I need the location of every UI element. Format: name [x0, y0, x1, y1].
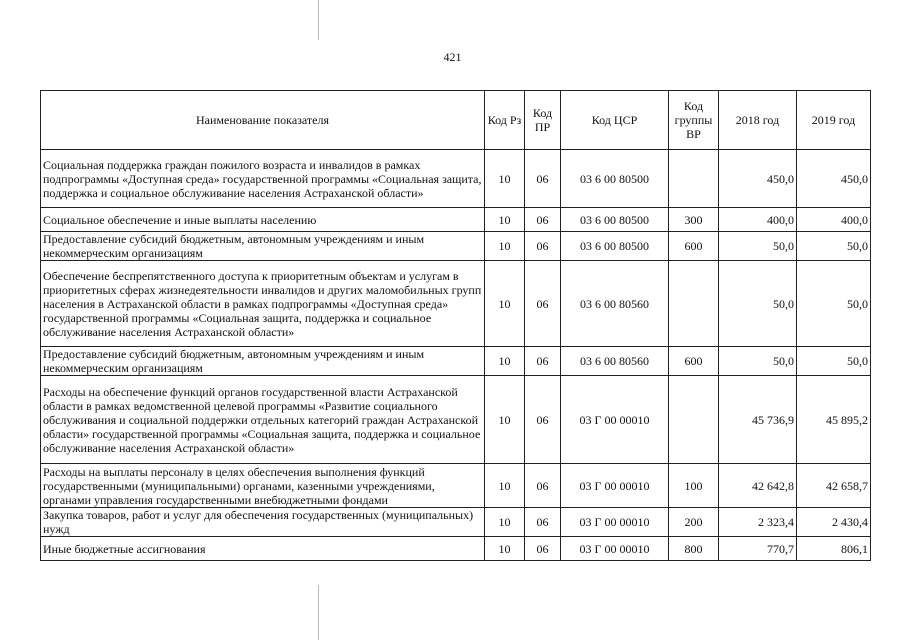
row-code-csr: 03 Г 00 00010	[561, 464, 669, 508]
row-name: Социальная поддержка граждан пожилого возраста и инвалидов в рамках подпрограммы «Доступная среда» государственной программы «Социальная защита, поддержка и социальное обслуживание населения Астраханской области»	[41, 150, 485, 208]
row-name: Закупка товаров, работ и услуг для обеспечения государственных (муниципальных) нужд	[41, 508, 485, 537]
row-code-rz: 10	[485, 464, 525, 508]
row-code-rz: 10	[485, 508, 525, 537]
row-amount-2019: 50,0	[797, 261, 871, 347]
row-code-vr: 600	[669, 232, 719, 261]
row-code-csr: 03 Г 00 00010	[561, 376, 669, 464]
row-amount-2018: 50,0	[719, 261, 797, 347]
row-code-pr: 06	[525, 232, 561, 261]
row-amount-2019: 42 658,7	[797, 464, 871, 508]
row-amount-2019: 400,0	[797, 208, 871, 232]
row-code-rz: 10	[485, 261, 525, 347]
row-name: Предоставление субсидий бюджетным, автономным учреждениям и иным некоммерческим организациям	[41, 232, 485, 261]
row-code-csr: 03 6 00 80560	[561, 261, 669, 347]
table-row	[41, 208, 871, 232]
header-code-pr: Код ПР	[525, 91, 561, 150]
header-name: Наименование показателя	[41, 91, 485, 150]
table-row	[41, 232, 871, 261]
header-code-vr: Код группы ВР	[669, 91, 719, 150]
header-year-2018: 2018 год	[719, 91, 797, 150]
row-code-rz: 10	[485, 232, 525, 261]
row-amount-2018: 45 736,9	[719, 376, 797, 464]
row-code-vr: 100	[669, 464, 719, 508]
row-code-pr: 06	[525, 208, 561, 232]
row-code-rz: 10	[485, 376, 525, 464]
row-code-pr: 06	[525, 347, 561, 376]
row-amount-2018: 2 323,4	[719, 508, 797, 537]
row-code-vr	[669, 376, 719, 464]
row-code-pr: 06	[525, 376, 561, 464]
table-row	[41, 508, 871, 537]
row-amount-2018: 42 642,8	[719, 464, 797, 508]
row-name: Расходы на выплаты персоналу в целях обеспечения выполнения функций государственными (муниципальными) органами, казенными учреждениями, органами управления государственными внебюджетными фондами	[41, 464, 485, 508]
row-code-vr: 300	[669, 208, 719, 232]
row-code-pr: 06	[525, 261, 561, 347]
row-code-rz: 10	[485, 150, 525, 208]
row-amount-2019: 450,0	[797, 150, 871, 208]
row-code-vr	[669, 150, 719, 208]
row-code-pr: 06	[525, 150, 561, 208]
row-amount-2019: 50,0	[797, 232, 871, 261]
row-amount-2018: 50,0	[719, 232, 797, 261]
row-amount-2019: 50,0	[797, 347, 871, 376]
row-code-vr	[669, 261, 719, 347]
scan-fold-line-top	[318, 0, 319, 40]
table-body	[41, 150, 871, 561]
row-amount-2019: 45 895,2	[797, 376, 871, 464]
table-row	[41, 376, 871, 464]
row-code-pr: 06	[525, 508, 561, 537]
header-year-2019: 2019 год	[797, 91, 871, 150]
row-code-csr: 03 Г 00 00010	[561, 537, 669, 561]
row-amount-2018: 400,0	[719, 208, 797, 232]
row-code-csr: 03 6 00 80500	[561, 150, 669, 208]
row-code-pr: 06	[525, 464, 561, 508]
row-code-csr: 03 6 00 80500	[561, 208, 669, 232]
page-number: 421	[443, 50, 462, 64]
row-code-vr: 800	[669, 537, 719, 561]
row-code-rz: 10	[485, 208, 525, 232]
row-name: Обеспечение беспрепятственного доступа к приоритетным объектам и услугам в приоритетных сферах жизнедеятельности инвалидов и других маломобильных групп населения в Астраханской области в рамках подпрограммы «Доступная среда» государственной программы «Социальная защита, поддержка и социальное обслуживание населения Астраханской области»	[41, 261, 485, 347]
row-name: Расходы на обеспечение функций органов государственной власти Астраханской области в рамках ведомственной целевой программы «Развитие социального обслуживания и социальной поддержки отдельных категорий граждан Астраханской области» государственной программы «Социальная защита, поддержка и социальное обслуживание населения Астраханской области»	[41, 376, 485, 464]
header-code-csr: Код ЦСР	[561, 91, 669, 150]
row-code-vr: 600	[669, 347, 719, 376]
table-row	[41, 537, 871, 561]
row-amount-2019: 2 430,4	[797, 508, 871, 537]
row-code-csr: 03 Г 00 00010	[561, 508, 669, 537]
row-code-vr: 200	[669, 508, 719, 537]
row-amount-2019: 806,1	[797, 537, 871, 561]
table-row	[41, 150, 871, 208]
header-code-rz: Код Рз	[485, 91, 525, 150]
scan-fold-line-bottom	[318, 585, 319, 640]
row-code-pr: 06	[525, 537, 561, 561]
table-row	[41, 347, 871, 376]
row-code-csr: 03 6 00 80500	[561, 232, 669, 261]
row-name: Предоставление субсидий бюджетным, автономным учреждениям и иным некоммерческим организациям	[41, 347, 485, 376]
row-amount-2018: 50,0	[719, 347, 797, 376]
row-code-rz: 10	[485, 537, 525, 561]
table-row	[41, 261, 871, 347]
row-amount-2018: 770,7	[719, 537, 797, 561]
table-row	[41, 464, 871, 508]
row-code-rz: 10	[485, 347, 525, 376]
row-amount-2018: 450,0	[719, 150, 797, 208]
header-row	[41, 91, 871, 150]
budget-table	[40, 90, 871, 561]
table-header	[41, 91, 871, 150]
row-code-csr: 03 6 00 80560	[561, 347, 669, 376]
row-name: Социальное обеспечение и иные выплаты населению	[41, 208, 485, 232]
row-name: Иные бюджетные ассигнования	[41, 537, 485, 561]
